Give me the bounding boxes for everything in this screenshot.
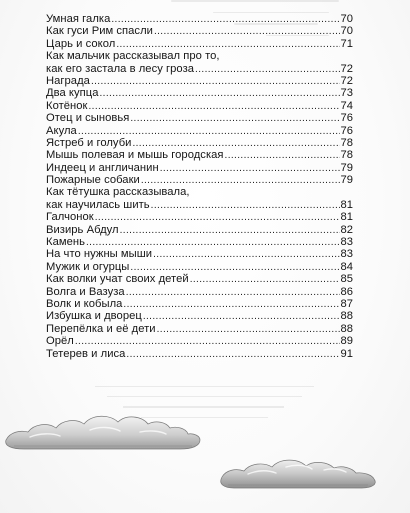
toc-entry — [46, 137, 353, 149]
toc-entry — [46, 273, 353, 285]
toc-entry-row — [46, 25, 353, 37]
toc-entry-title: Волк и кобыла — [46, 297, 123, 310]
toc-entry-row — [46, 335, 353, 347]
toc-entry-title-line: Как мальчик рассказывал про то, — [46, 50, 220, 63]
toc-entry-page-number: 70 — [340, 25, 353, 38]
toc-entry-page-number: 78 — [340, 149, 353, 162]
toc-entry — [46, 236, 353, 248]
toc-entry-title: Два купца — [46, 87, 99, 100]
toc-entry-row — [46, 125, 353, 137]
toc-entry — [46, 186, 353, 211]
toc-entry-row — [46, 199, 353, 211]
toc-entry-page-number: 81 — [340, 211, 353, 224]
toc-entry — [46, 162, 353, 174]
toc-entry-title: Умная галка — [46, 13, 111, 25]
toc-entry-row — [46, 63, 353, 75]
dot-leader — [126, 349, 340, 361]
toc-entry-row — [46, 162, 353, 174]
toc-entry-title: как его застала в лесу гроза — [46, 62, 195, 75]
toc-entry-page-number: 85 — [340, 273, 353, 286]
toc-entry-title: Пожарные собаки — [46, 174, 140, 187]
dot-leader — [143, 311, 341, 323]
toc-entry-row — [46, 174, 353, 186]
toc-entry-row — [46, 261, 353, 273]
toc-entry — [46, 25, 353, 37]
toc-entry-title: Перепёлка и её дети — [46, 322, 156, 335]
dot-leader — [99, 88, 340, 100]
toc-entry-page-number: 73 — [340, 87, 353, 100]
toc-entry-row — [46, 298, 353, 310]
toc-entry-page-number: 86 — [340, 285, 353, 298]
dot-leader — [195, 64, 340, 76]
toc-entry-row — [46, 236, 353, 248]
toc-entry-title: Камень — [46, 236, 85, 249]
toc-entry-page-number: 89 — [340, 335, 353, 348]
toc-entry-page-number: 84 — [340, 260, 353, 273]
dot-leader — [160, 163, 341, 175]
toc-entry-title: Как гуси Рим спасли — [46, 25, 153, 38]
dot-leader — [153, 249, 340, 261]
toc-entry-page-number: 88 — [340, 310, 353, 323]
toc-entry-page-number: 83 — [340, 248, 353, 261]
toc-entry-title: Визирь Абдул — [46, 223, 119, 236]
toc-entry-page-number: 76 — [340, 112, 353, 125]
toc-entry-row — [46, 75, 353, 87]
dot-leader — [151, 200, 341, 212]
toc-entry — [46, 248, 353, 260]
toc-entry — [46, 224, 353, 236]
toc-entry-title: Ястреб и голуби — [46, 136, 132, 149]
toc-entry-row — [46, 87, 353, 99]
toc-entry — [46, 112, 353, 124]
toc-entry — [46, 348, 353, 360]
toc-entry-title: Акула — [46, 124, 77, 137]
toc-entry — [46, 286, 353, 298]
toc-entry-page-number: 78 — [340, 136, 353, 149]
toc-entry-page-number: 74 — [340, 99, 353, 112]
table-of-contents — [46, 13, 353, 360]
toc-entry-row — [46, 310, 353, 322]
dot-leader — [157, 324, 341, 336]
dot-leader — [190, 274, 341, 286]
toc-entry-row — [46, 248, 353, 260]
toc-entry — [46, 13, 353, 25]
dot-leader — [123, 299, 340, 311]
toc-entry — [46, 261, 353, 273]
toc-entry-page-number: 72 — [340, 74, 353, 87]
toc-entry-title: Индеец и англичанин — [46, 161, 159, 174]
toc-entry-page-number: 79 — [340, 174, 353, 187]
toc-entry — [46, 323, 353, 335]
dot-leader — [120, 225, 341, 237]
toc-entry-title-line: Как тётушка рассказывала, — [46, 186, 190, 199]
toc-entry-row — [46, 38, 353, 50]
toc-entry-title: Как волки учат своих детей — [46, 273, 189, 286]
toc-entry-row — [46, 273, 353, 285]
toc-entry — [46, 38, 353, 50]
toc-entry-page-number: 88 — [340, 322, 353, 335]
toc-entry-title: как научилась шить — [46, 198, 150, 211]
toc-entry-row — [46, 211, 353, 223]
toc-entry-row — [46, 348, 353, 360]
toc-entry-page-number: 82 — [340, 223, 353, 236]
toc-entry-row — [46, 137, 353, 149]
toc-entry-page-number: 76 — [340, 124, 353, 137]
toc-entry-row — [46, 112, 353, 124]
toc-entry — [46, 100, 353, 112]
toc-entry-row — [46, 323, 353, 335]
toc-entry-row — [46, 100, 353, 112]
toc-entry — [46, 310, 353, 322]
toc-entry-row — [46, 286, 353, 298]
toc-entry — [46, 149, 353, 161]
toc-entry — [46, 75, 353, 87]
toc-entry-title: Избушка и дворец — [46, 310, 142, 323]
toc-entry-title: Отец и сыновья — [46, 112, 130, 125]
toc-entry-page-number: 87 — [340, 297, 353, 310]
toc-entry-title: Тетерев и лиса — [46, 347, 126, 360]
dot-leader — [130, 113, 340, 125]
toc-entry-title: Мышь полевая и мышь городская — [46, 149, 224, 162]
toc-entry-page-number: 91 — [340, 347, 353, 360]
dot-leader — [95, 212, 341, 224]
toc-entry-title: Волга и Вазуза — [46, 285, 125, 298]
toc-entry-page-number: 72 — [340, 62, 353, 75]
toc-entry-page-number: 83 — [340, 236, 353, 249]
toc-entry — [46, 50, 353, 75]
reverse-side-show-through-lower — [95, 386, 325, 426]
dot-leader — [91, 76, 341, 88]
toc-entry-row — [46, 224, 353, 236]
toc-entry-page-number: 71 — [340, 37, 353, 50]
toc-entry-title: На что нужны мыши — [46, 248, 153, 261]
toc-entry — [46, 125, 353, 137]
right-cloud — [221, 460, 376, 488]
toc-entry-title: Царь и сокол — [46, 37, 116, 50]
toc-entry-title: Котёнок — [46, 99, 88, 112]
toc-entry-title: Орёл — [46, 335, 74, 348]
toc-entry-page-number: 79 — [340, 161, 353, 174]
toc-entry-page-number: 81 — [340, 198, 353, 211]
toc-entry — [46, 87, 353, 99]
toc-entry — [46, 174, 353, 186]
toc-entry-row — [46, 13, 353, 25]
dot-leader — [225, 150, 341, 162]
dot-leader — [154, 26, 341, 38]
toc-entry-page-number: 70 — [340, 13, 353, 25]
toc-entry-title: Мужик и огурцы — [46, 260, 130, 273]
toc-entry — [46, 211, 353, 223]
toc-entry-title: Галчонок — [46, 211, 94, 224]
toc-entry — [46, 298, 353, 310]
toc-entry — [46, 335, 353, 347]
toc-entry-title: Награда — [46, 74, 90, 87]
toc-entry-row — [46, 149, 353, 161]
dot-leader — [126, 287, 341, 299]
